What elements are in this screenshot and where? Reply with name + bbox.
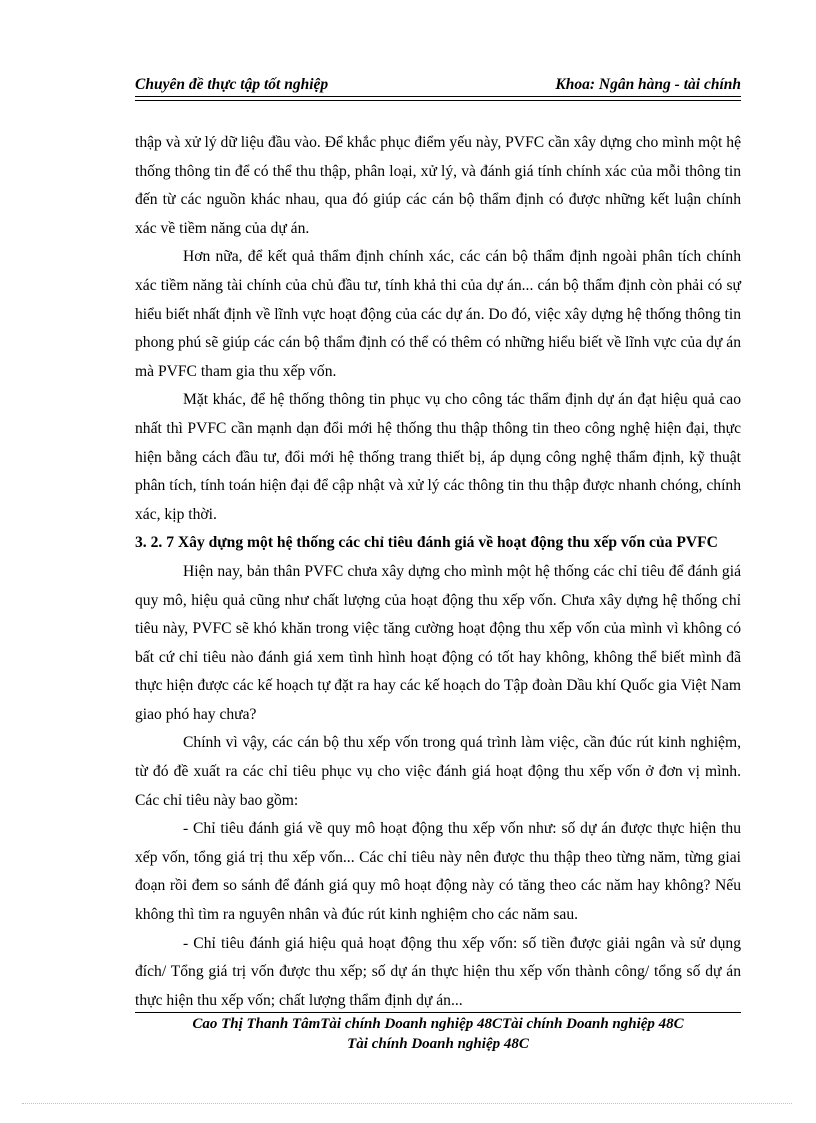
footer-line-2: Tài chính Doanh nghiệp 48C bbox=[347, 1036, 529, 1052]
paragraph-5: Chính vì vậy, các cán bộ thu xếp vốn trong quá trình làm việc, cần đúc rút kinh nghiệm, từ đó đề xuất ra các chỉ tiêu phục vụ cho việc đánh giá hoạt động thu xếp vốn ở đơn vị mình. Các chỉ tiêu này bao gồm: bbox=[135, 734, 741, 809]
bullet-item-2: - Chỉ tiêu đánh giá hiệu quả hoạt động thu xếp vốn: số tiền được giải ngân và sử dụng đích/ Tổng giá trị vốn được thu xếp; số dự án thực hiện thu xếp vốn thành công/ tổng số dự án thực hiện thu xếp vốn; chất lượng thẩm định dự án... bbox=[135, 934, 741, 1009]
body-text bbox=[135, 129, 741, 1015]
paragraph-1: thập và xử lý dữ liệu đầu vào. Để khắc phục điểm yếu này, PVFC cần xây dựng cho mình một hệ thống thông tin để có thể thu thập, phân loại, xử lý, và đánh giá tính chính xác của mỗi thông tin đến từ các nguồn khác nhau, qua đó giúp các cán bộ thẩm định có được những kết luận chính xác về tiềm năng của dự án. bbox=[135, 134, 741, 237]
paragraph-3: Mặt khác, để hệ thống thông tin phục vụ cho công tác thẩm định dự án đạt hiệu quả cao nhất thì PVFC cần mạnh dạn đổi mới hệ thống thu thập thông tin theo công nghệ hiện đại, thực hiện bằng cách đầu tư, đổi mới hệ thống trang thiết bị, áp dụng công nghệ thẩm định, kỹ thuật phân tích, tính toán hiện đại để cập nhật và xử lý các thông tin thu thập được nhanh chóng, chính xác, kịp thời. bbox=[135, 391, 741, 523]
paragraph-4: Hiện nay, bản thân PVFC chưa xây dựng cho mình một hệ thống các chỉ tiêu để đánh giá quy mô, hiệu quả cũng như chất lượng của hoạt động thu xếp vốn. Chưa xây dựng hệ thống chỉ tiêu này, PVFC sẽ khó khăn trong việc tăng cường hoạt động thu xếp vốn của mình vì không có bất cứ chỉ tiêu nào đánh giá xem tình hình hoạt động có tốt hay không, không thể biết mình đã thực hiện được các kế hoạch tự đặt ra hay các kế hoạch do Tập đoàn Dầu khí Quốc gia Việt Nam giao phó hay chưa? bbox=[135, 562, 741, 723]
header-left: Chuyên đề thực tập tốt nghiệp bbox=[135, 76, 329, 93]
paragraph-2: Hơn nữa, để kết quả thẩm định chính xác, các cán bộ thẩm định ngoài phân tích chính xác tiềm năng tài chính của chủ đầu tư, tính khả thi của dự án... cán bộ thẩm định còn phải có sự hiểu biết nhất định về lĩnh vực hoạt động của các dự án. Do đó, việc xây dựng hệ thống thông tin phong phú sẽ giúp các cán bộ thẩm định có thể có thêm có những hiểu biết về lĩnh vực của dự án mà PVFC tham gia thu xếp vốn. bbox=[135, 248, 741, 380]
page-footer bbox=[135, 1014, 741, 1054]
section-heading: 3. 2. 7 Xây dựng một hệ thống các chỉ tiêu đánh giá về hoạt động thu xếp vốn của PVFC bbox=[135, 534, 718, 552]
footer-line-1: Cao Thị Thanh TâmTài chính Doanh nghiệp 48CTài chính Doanh nghiệp 48C bbox=[192, 1016, 684, 1032]
page-edge-divider bbox=[22, 1103, 792, 1104]
header-rule bbox=[135, 96, 741, 101]
bullet-item-1: - Chỉ tiêu đánh giá về quy mô hoạt động thu xếp vốn như: số dự án được thực hiện thu xếp vốn, tổng giá trị thu xếp vốn... Các chỉ tiêu này nên được thu thập theo từng năm, từng giai đoạn rồi đem so sánh để đánh giá quy mô hoạt động này có tăng theo các năm hay không? Nếu không thì tìm ra nguyên nhân và đúc rút kinh nghiệm cho các năm sau. bbox=[135, 820, 741, 924]
header-right: Khoa: Ngân hàng - tài chính bbox=[555, 76, 741, 93]
footer-rule bbox=[135, 1012, 741, 1013]
page-header bbox=[135, 76, 741, 94]
